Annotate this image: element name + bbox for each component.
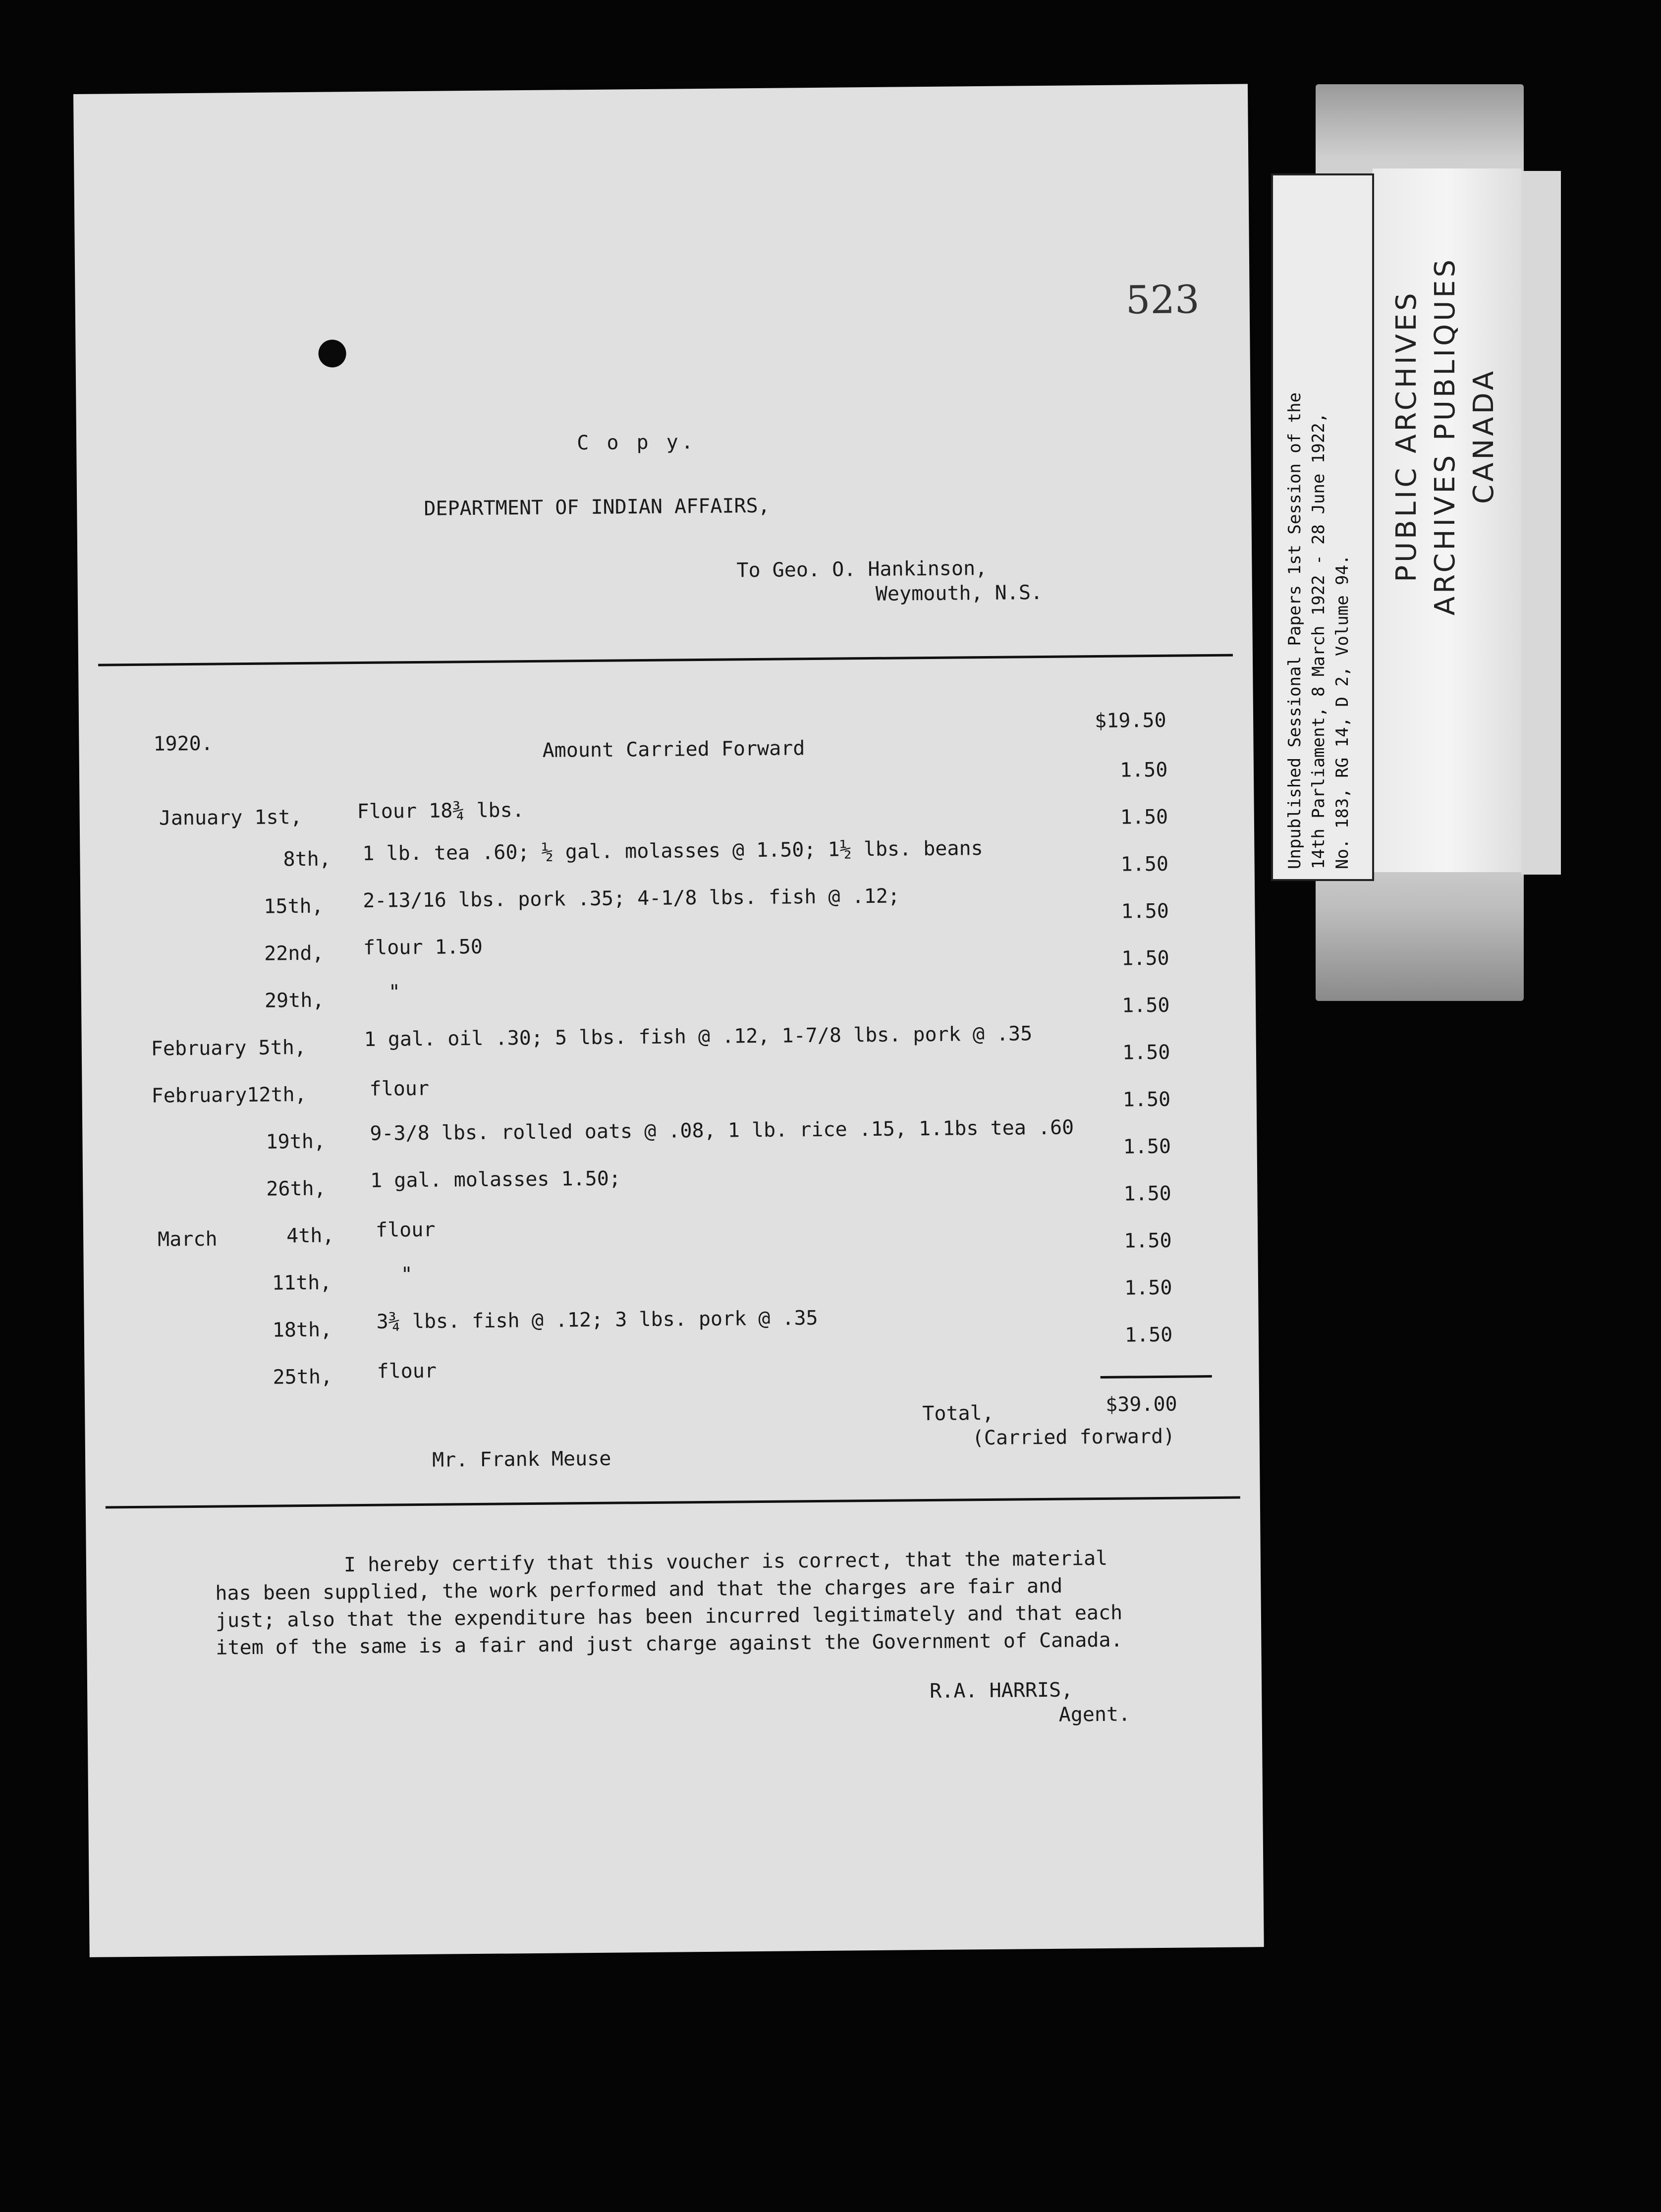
total-amount: $39.00 xyxy=(1105,1392,1177,1416)
archive-label-text xyxy=(1283,185,1354,869)
entry-item: 1 lb. tea .60; ½ gal. molasses @ 1.50; 1½ lbs. beans xyxy=(362,837,983,865)
entry-amount: 1.50 xyxy=(1122,1041,1170,1064)
carried-forward-label: Amount Carried Forward xyxy=(542,737,805,762)
entry-item: " xyxy=(400,1263,413,1286)
total-label: Total, xyxy=(922,1401,995,1426)
entry-item: 3¾ lbs. fish @ .12; 3 lbs. pork @ .35 xyxy=(376,1306,818,1333)
entry-amount: 1.50 xyxy=(1121,946,1169,970)
entry-item: flour xyxy=(377,1359,437,1383)
entry-amount: 1.50 xyxy=(1119,758,1168,782)
addressee: To Geo. O. Hankinson, xyxy=(736,556,988,582)
archive-label-card xyxy=(1271,173,1374,881)
punch-hole xyxy=(318,339,346,367)
entry-date: March xyxy=(157,1227,218,1251)
signatory-name: R.A. HARRIS, xyxy=(929,1678,1073,1703)
entry-date: January 1st, xyxy=(159,806,302,830)
entry-amount: 1.50 xyxy=(1124,1323,1173,1347)
total-note: (Carried forward) xyxy=(972,1425,1175,1450)
total-rule xyxy=(1101,1375,1212,1379)
archive-stamp-line: CANADA xyxy=(1468,368,1500,504)
page-number: 523 xyxy=(1125,277,1200,323)
entry-amount: 1.50 xyxy=(1124,1229,1172,1253)
entry-item: flour xyxy=(369,1077,430,1101)
entry-date: 25th, xyxy=(273,1365,333,1389)
certification-line: has been supplied, the work performed and that the charges are fair and xyxy=(215,1574,1063,1605)
entry-amount: 1.50 xyxy=(1123,1135,1171,1159)
entry-date: February 5th, xyxy=(151,1036,307,1060)
top-rule xyxy=(98,654,1233,666)
archive-label-line: Unpublished Sessional Papers 1st Session of the xyxy=(1285,392,1305,869)
carried-forward-amount: $19.50 xyxy=(1094,709,1166,733)
entry-item: 2-13/16 lbs. pork .35; 4-1/8 lbs. fish @ .12; xyxy=(363,885,900,912)
entry-item: 1 gal. oil .30; 5 lbs. fish @ .12, 1-7/8 lbs. pork @ .35 xyxy=(364,1022,1033,1051)
entry-item: Flour 18¾ lbs. xyxy=(357,799,525,824)
certification-line: I hereby certify that this voucher is correct, that the material xyxy=(343,1547,1108,1577)
entry-amount: 1.50 xyxy=(1120,805,1168,829)
archive-label-line: No. 183, RG 14, D 2, Volume 94. xyxy=(1332,554,1352,869)
archive-stamp-line: ARCHIVES PUBLIQUES xyxy=(1429,256,1461,616)
entry-date: 22nd, xyxy=(264,941,324,965)
entry-date: 15th, xyxy=(264,894,324,918)
entry-amount: 1.50 xyxy=(1121,899,1169,923)
entry-date: 26th, xyxy=(266,1177,326,1201)
archive-stamp-line: PUBLIC ARCHIVES xyxy=(1390,290,1423,582)
entry-amount: 1.50 xyxy=(1124,1276,1172,1300)
entry-date: February12th, xyxy=(151,1083,307,1107)
department-heading: DEPARTMENT OF INDIAN AFFAIRS, xyxy=(424,494,770,520)
entry-item: 1 gal. molasses 1.50; xyxy=(370,1167,621,1192)
entry-amount: 1.50 xyxy=(1123,1182,1171,1206)
entry-amount: 1.50 xyxy=(1120,852,1169,876)
entry-amount: 1.50 xyxy=(1121,994,1170,1017)
entry-date: 29th, xyxy=(264,989,325,1012)
entry-date: 11th, xyxy=(272,1271,332,1295)
bottom-rule xyxy=(106,1496,1240,1509)
entry-date: 18th, xyxy=(272,1318,332,1342)
entry-item: 9-3/8 lbs. rolled oats @ .08, 1 lb. rice .15, 1.1bs tea .60 xyxy=(370,1116,1074,1145)
entry-amount: 1.50 xyxy=(1122,1088,1171,1111)
signatory-title: Agent. xyxy=(1058,1703,1131,1726)
addressee-location: Weymouth, N.S. xyxy=(875,581,1043,606)
entry-item: flour 1.50 xyxy=(363,935,483,959)
year: 1920. xyxy=(153,732,214,756)
payee: Mr. Frank Meuse xyxy=(432,1447,611,1472)
entry-item: " xyxy=(388,981,401,1004)
archive-strip-edge xyxy=(1521,171,1561,875)
archive-stamp xyxy=(1387,114,1503,758)
entry-date: 8th, xyxy=(283,847,332,871)
entry-date: 19th, xyxy=(266,1130,326,1154)
certification-line: item of the same is a fair and just charge against the Government of Canada. xyxy=(216,1628,1123,1659)
archive-label-line: 14th Parliament, 8 March 1922 - 28 June 1922, xyxy=(1309,412,1329,869)
entry-date: 4th, xyxy=(286,1224,334,1248)
voucher-page xyxy=(73,84,1264,1957)
entry-item: flour xyxy=(375,1218,436,1242)
copy-heading: C o p y. xyxy=(576,431,697,455)
certification-line: just; also that the expenditure has been incurred legitimately and that each xyxy=(215,1601,1123,1632)
